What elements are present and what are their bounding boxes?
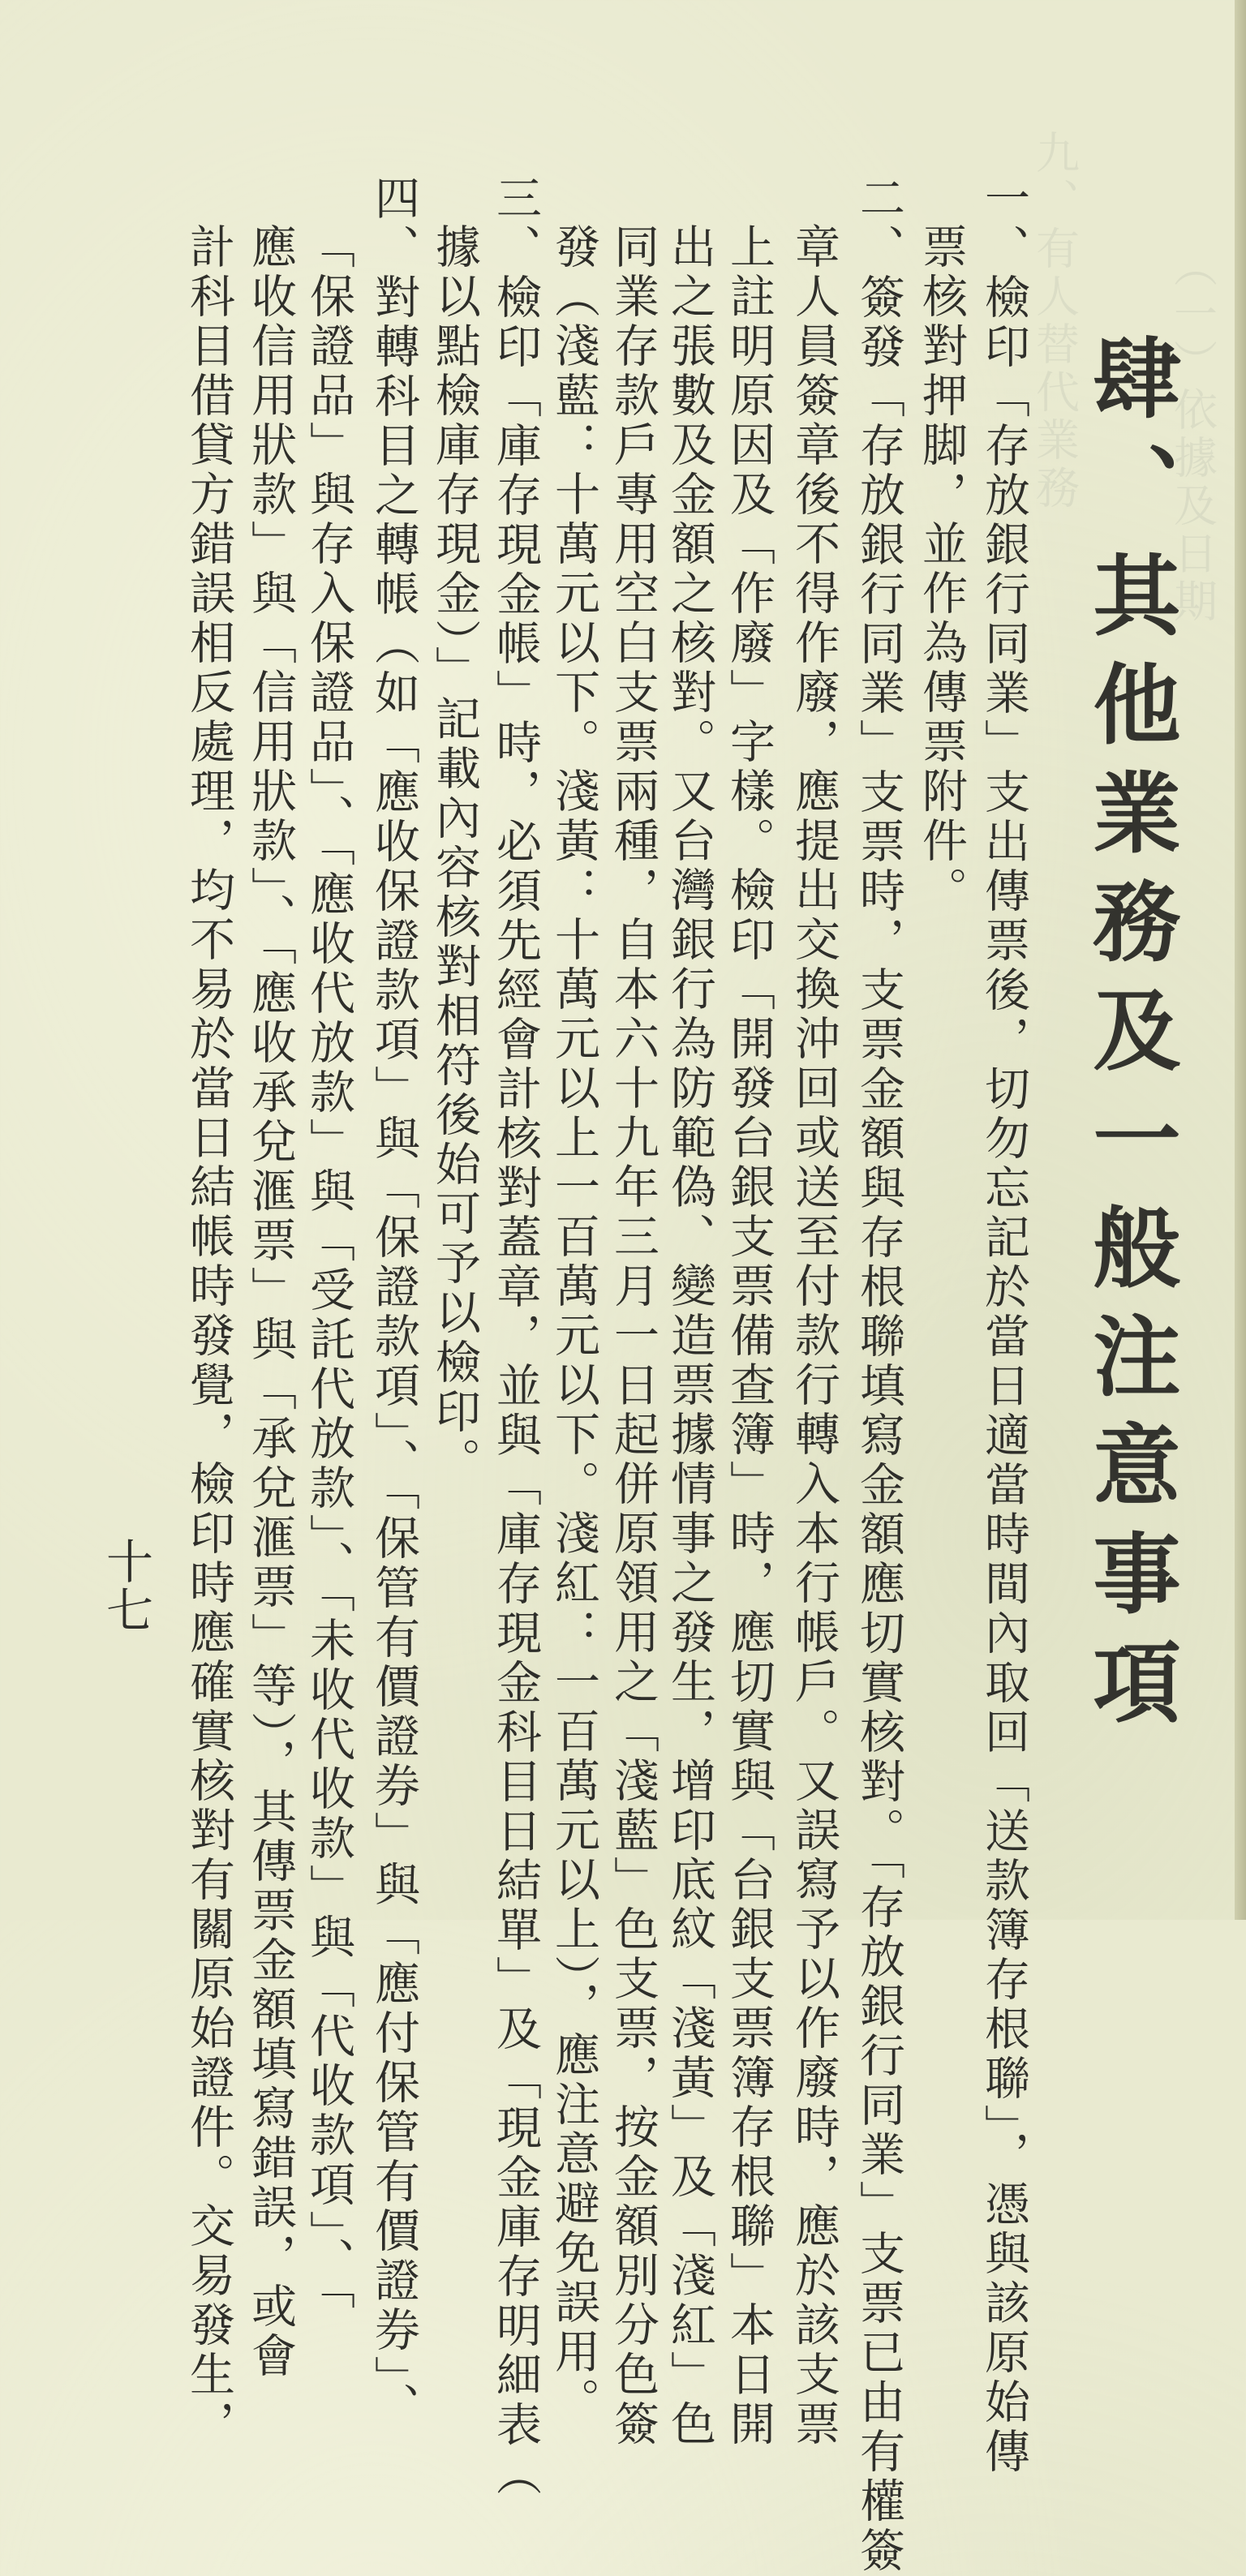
text-column-1: 一、檢印「存放銀行同業」支出傳票後，切勿忘記於當日適當時間內取回「送款簿存根聯」，憑與該原始傳 <box>977 174 1030 2477</box>
text-column-14: 計科目借貸方錯誤相反處理，均不易於當日結帳時發覺，檢印時應確實核對有關原始證件。交易發生， <box>183 223 235 2449</box>
text-column-5: 上註明原因及「作廢」字樣。檢印「開發台銀支票備查簿」時，應切實與「台銀支票簿存根聯」本日開 <box>723 223 776 2449</box>
bleed-through-text: （一）依據及日期 <box>1167 243 1218 626</box>
text-column-8: 發（淺藍：十萬元以下。淺黃：十萬元以上一百萬元以下。淺紅：一百萬元以上），應注意避免誤用。 <box>548 223 600 2427</box>
text-column-13: 應收信用狀款」與「信用狀款」、「應收承兌滙票」與「承兌滙票」等），其傳票金額填寫錯誤，或會 <box>244 223 297 2381</box>
page-title: 肆、其他業務及一般注意事項 <box>1078 333 1180 1745</box>
text-column-12: 「保證品」與存入保證品」、「應收代放款」與「受託代放款」、「未收代收款」與「代收款項」、「 <box>303 223 355 2313</box>
page-edge <box>1235 0 1246 1920</box>
text-column-10: 據以點檢庫存現金）」記載內容核對相符後始可予以檢印。 <box>428 223 481 1487</box>
text-column-11: 四、對轉科目之轉帳（如「應收保證款項」與「保證款項」、「保管有價證券」與「應付保管有價證券」、 <box>367 174 420 2432</box>
bleed-through-text: 九、有人替代業務 <box>1029 130 1081 513</box>
text-column-3: 二、簽發「存放銀行同業」支票時，支票金額與存根聯填寫金額應切實核對。「存放銀行同業」支票已由有權簽 <box>853 174 905 2576</box>
text-column-4: 章人員簽章後不得作廢，應提出交換沖回或送至付款行轉入本行帳戶。又誤寫予以作廢時，應於該支票 <box>788 223 840 2449</box>
text-column-2: 票核對押脚，並作為傳票附件。 <box>915 223 968 916</box>
text-column-6: 出之張數及金額之核對。又台灣銀行為防範偽、變造票據情事之發生，增印底紋「淺黃」及「淺紅」色 <box>664 223 716 2449</box>
page-number: 十七 <box>98 1537 153 1634</box>
text-column-9: 三、檢印「庫存現金帳」時，必須先經會計核對蓋章，並與「庫存現金科目日結單」及「現金庫存明細表（ <box>489 174 542 2500</box>
text-column-7: 同業存款戶專用空白支票兩種，自本六十九年三月一日起併原領用之「淺藍」色支票，按金額別分色簽 <box>607 223 660 2449</box>
